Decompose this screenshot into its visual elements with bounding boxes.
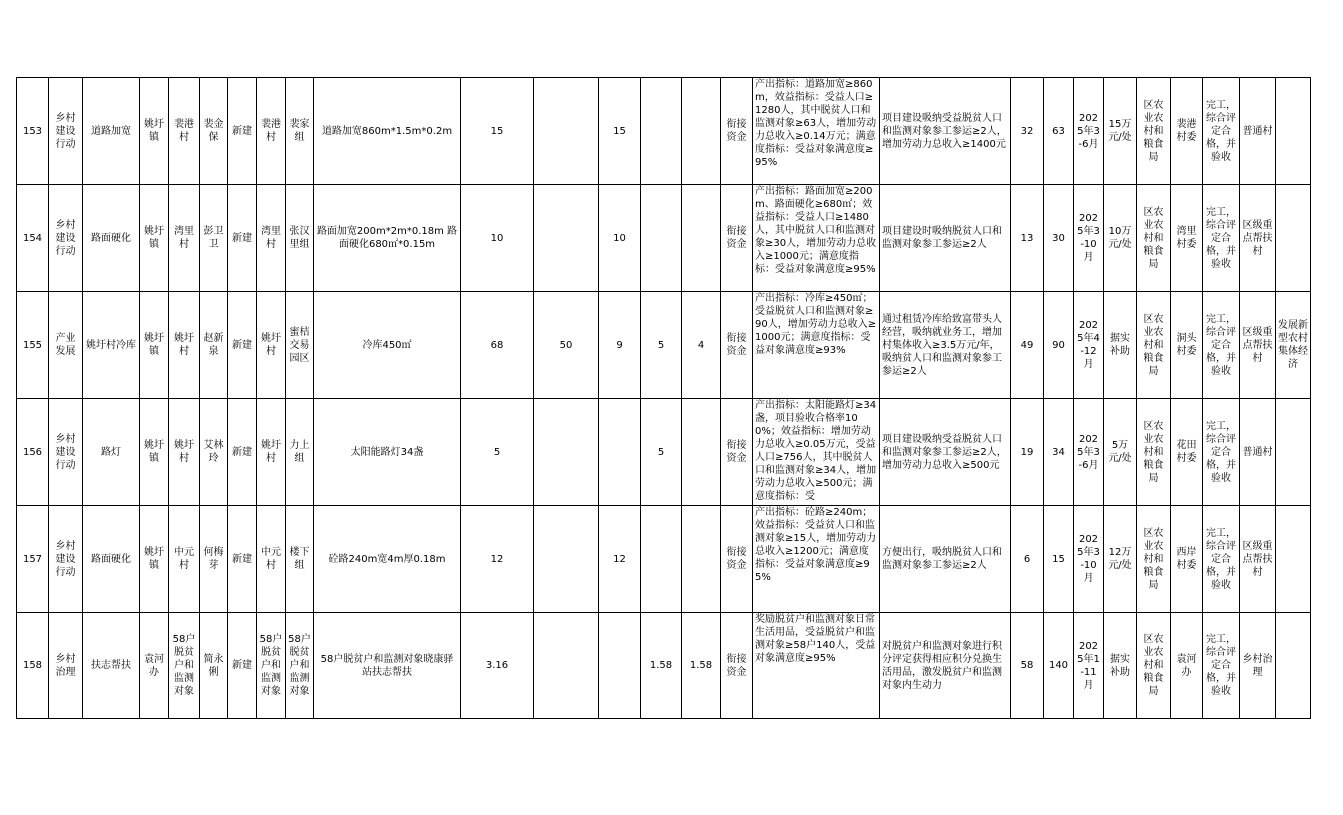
- cell-standard: 15万元/处: [1104, 78, 1137, 185]
- cell-content: 道路加宽860m*1.5m*0.2m: [314, 78, 461, 185]
- cell-total: 10: [461, 185, 534, 292]
- cell-type: 新建: [228, 185, 257, 292]
- cell-c3: [641, 78, 682, 185]
- cell-c1: [534, 613, 599, 719]
- cell-level: 乡村治理: [1240, 613, 1276, 719]
- cell-c2: 12: [599, 506, 641, 613]
- cell-standard: 10万元/处: [1104, 185, 1137, 292]
- cell-site-village: 裴港村: [257, 78, 286, 185]
- cell-impl: 洞头村委: [1171, 292, 1203, 399]
- cell-standard: 据实补助: [1104, 613, 1137, 719]
- cell-type: 新建: [228, 506, 257, 613]
- cell-indicators: 产出指标：道路加宽≥860m，效益指标：受益人口≥1280人，其中脱贫人口和监测对象≥63人，增加劳动力总收入≥0.14万元；满意度指标：受益对象满意度≥95%: [753, 78, 880, 185]
- cell-n2: 90: [1044, 292, 1074, 399]
- cell-period: 2025年1-11月: [1074, 613, 1104, 719]
- cell-dept: 区农业农村和粮食局: [1137, 292, 1171, 399]
- cell-standard: 据实补助: [1104, 292, 1137, 399]
- cell-site-group: 力上组: [286, 399, 314, 506]
- cell-n2: 34: [1044, 399, 1074, 506]
- cell-level: 普通村: [1240, 78, 1276, 185]
- cell-person: 彭卫卫: [200, 185, 228, 292]
- cell-fund: 衔接资金: [721, 506, 753, 613]
- cell-impl: 裴港村委: [1171, 78, 1203, 185]
- cell-n1: 6: [1011, 506, 1044, 613]
- cell-c3: 5: [641, 292, 682, 399]
- cell-n1: 58: [1011, 613, 1044, 719]
- cell-village: 中元村: [169, 506, 200, 613]
- cell-impl: 花田村委: [1171, 399, 1203, 506]
- cell-site-village: 湾里村: [257, 185, 286, 292]
- cell-c2: [599, 613, 641, 719]
- cell-project: 姚圩村冷库: [83, 292, 140, 399]
- cell-c2: [599, 399, 641, 506]
- cell-content: 砼路240m宽4m厚0.18m: [314, 506, 461, 613]
- cell-dept: 区农业农村和粮食局: [1137, 613, 1171, 719]
- cell-content: 太阳能路灯34盏: [314, 399, 461, 506]
- cell-person: 赵新泉: [200, 292, 228, 399]
- cell-type: 新建: [228, 399, 257, 506]
- cell-town: 袁河办: [140, 613, 169, 719]
- cell-no: 156: [17, 399, 49, 506]
- cell-fund: 衔接资金: [721, 185, 753, 292]
- cell-indicators: 产出指标：太阳能路灯≥34盏，项目验收合格率100%；效益指标：增加劳动力总收入≥0.05万元，受益人口≥756人，其中脱贫人口和监测对象≥34人，增加劳动力总收入≥500元；满意度指标：受: [753, 399, 880, 506]
- cell-impl: 湾里村委: [1171, 185, 1203, 292]
- cell-indicators: 奖励脱贫户和监测对象日常生活用品，受益脱贫户和监测对象≥58户140人，受益对象满意度≥95%: [753, 613, 880, 719]
- cell-remark: [1276, 185, 1311, 292]
- table-row: [17, 613, 1311, 719]
- cell-c4: [682, 399, 721, 506]
- cell-benefit: 项目建设时吸纳脱贫人口和监测对象参工参运≥2人: [880, 185, 1011, 292]
- cell-category: 乡村建设行动: [49, 185, 83, 292]
- cell-project: 道路加宽: [83, 78, 140, 185]
- cell-total: 15: [461, 78, 534, 185]
- cell-c3: 1.58: [641, 613, 682, 719]
- cell-fund: 衔接资金: [721, 399, 753, 506]
- cell-site-group: 58户脱贫户和监测对象: [286, 613, 314, 719]
- cell-c4: [682, 506, 721, 613]
- cell-content: 58户脱贫户和监测对象晓康驿站扶志帮扶: [314, 613, 461, 719]
- cell-dept: 区农业农村和粮食局: [1137, 399, 1171, 506]
- cell-c4: 4: [682, 292, 721, 399]
- cell-dept: 区农业农村和粮食局: [1137, 506, 1171, 613]
- cell-no: 153: [17, 78, 49, 185]
- cell-category: 乡村建设行动: [49, 78, 83, 185]
- cell-impl: 袁河办: [1171, 613, 1203, 719]
- cell-benefit: 方便出行，吸纳脱贫人口和监测对象参工参运≥2人: [880, 506, 1011, 613]
- cell-n2: 140: [1044, 613, 1074, 719]
- cell-fund: 衔接资金: [721, 613, 753, 719]
- cell-project: 路面硬化: [83, 185, 140, 292]
- cell-type: 新建: [228, 613, 257, 719]
- cell-category: 乡村建设行动: [49, 399, 83, 506]
- cell-c3: 5: [641, 399, 682, 506]
- cell-remark: 发展新型农村集体经济: [1276, 292, 1311, 399]
- cell-level: 区级重点帮扶村: [1240, 506, 1276, 613]
- cell-person: 裴金保: [200, 78, 228, 185]
- cell-site-village: 58户脱贫户和监测对象: [257, 613, 286, 719]
- cell-site-group: 蜜桔交易园区: [286, 292, 314, 399]
- cell-site-group: 裴家组: [286, 78, 314, 185]
- cell-indicators: 产出指标：路面加宽≥200m、路面硬化≥680㎡；效益指标：受益人口≥1480人，其中脱贫人口和监测对象≥30人，增加劳动力总收入≥1000元；满意度指标：受益对象满意度≥95%: [753, 185, 880, 292]
- project-table: [16, 77, 1311, 719]
- cell-town: 姚圩镇: [140, 399, 169, 506]
- cell-benefit: 通过租赁冷库给致富带头人经营，吸纳就业务工，增加村集体收入≥3.5万元/年，吸纳贫人口和监测对象参工参运≥2人: [880, 292, 1011, 399]
- cell-village: 58户脱贫户和监测对象: [169, 613, 200, 719]
- cell-benefit: 项目建设吸纳受益脱贫人口和监测对象参工参运≥2人，增加劳动力总收入≥1400元: [880, 78, 1011, 185]
- cell-c2: 15: [599, 78, 641, 185]
- cell-remark: [1276, 78, 1311, 185]
- cell-category: 产业发展: [49, 292, 83, 399]
- cell-acceptance: 完工，综合评定合格，并验收: [1203, 185, 1240, 292]
- table-row: [17, 399, 1311, 506]
- cell-person: 简永俐: [200, 613, 228, 719]
- cell-town: 姚圩镇: [140, 78, 169, 185]
- cell-person: 艾林玲: [200, 399, 228, 506]
- cell-no: 154: [17, 185, 49, 292]
- cell-remark: [1276, 613, 1311, 719]
- table-row: [17, 185, 1311, 292]
- table-row: [17, 292, 1311, 399]
- cell-standard: 5万元/处: [1104, 399, 1137, 506]
- cell-c2: 10: [599, 185, 641, 292]
- cell-total: 12: [461, 506, 534, 613]
- table-body: [17, 78, 1311, 719]
- cell-c3: [641, 185, 682, 292]
- cell-benefit: 项目建设吸纳受益脱贫人口和监测对象参工参运≥2人，增加劳动力总收入≥500元: [880, 399, 1011, 506]
- cell-c4: [682, 185, 721, 292]
- cell-n1: 13: [1011, 185, 1044, 292]
- cell-site-village: 姚圩村: [257, 399, 286, 506]
- cell-town: 姚圩镇: [140, 292, 169, 399]
- cell-content: 路面加宽200m*2m*0.18m 路面硬化680㎡*0.15m: [314, 185, 461, 292]
- cell-period: 2025年3-10月: [1074, 506, 1104, 613]
- cell-acceptance: 完工，综合评定合格，并验收: [1203, 399, 1240, 506]
- cell-c1: [534, 506, 599, 613]
- cell-n1: 49: [1011, 292, 1044, 399]
- cell-level: 普通村: [1240, 399, 1276, 506]
- cell-level: 区级重点帮扶村: [1240, 185, 1276, 292]
- cell-project: 路面硬化: [83, 506, 140, 613]
- cell-remark: [1276, 506, 1311, 613]
- cell-indicators: 产出指标：砼路≥240m；效益指标：受益贫人口和监测对象≥15人，增加劳动力总收入≥1200元；满意度指标：受益对象满意度≥95%: [753, 506, 880, 613]
- cell-village: 姚圩村: [169, 399, 200, 506]
- cell-site-village: 姚圩村: [257, 292, 286, 399]
- cell-town: 姚圩镇: [140, 185, 169, 292]
- cell-total: 68: [461, 292, 534, 399]
- cell-dept: 区农业农村和粮食局: [1137, 185, 1171, 292]
- cell-project: 扶志帮扶: [83, 613, 140, 719]
- cell-category: 乡村治理: [49, 613, 83, 719]
- cell-type: 新建: [228, 78, 257, 185]
- cell-no: 158: [17, 613, 49, 719]
- cell-level: 区级重点帮扶村: [1240, 292, 1276, 399]
- cell-town: 姚圩镇: [140, 506, 169, 613]
- cell-total: 3.16: [461, 613, 534, 719]
- cell-dept: 区农业农村和粮食局: [1137, 78, 1171, 185]
- cell-total: 5: [461, 399, 534, 506]
- cell-project: 路灯: [83, 399, 140, 506]
- table-row: [17, 78, 1311, 185]
- cell-benefit: 对脱贫户和监测对象进行积分评定获得相应积分兑换生活用品，激发脱贫户和监测对象内生动力: [880, 613, 1011, 719]
- cell-site-group: 楼下组: [286, 506, 314, 613]
- cell-content: 冷库450㎡: [314, 292, 461, 399]
- cell-c1: 50: [534, 292, 599, 399]
- cell-no: 155: [17, 292, 49, 399]
- cell-n2: 63: [1044, 78, 1074, 185]
- cell-period: 2025年3-10月: [1074, 185, 1104, 292]
- cell-period: 2025年3-6月: [1074, 78, 1104, 185]
- cell-type: 新建: [228, 292, 257, 399]
- cell-acceptance: 完工，综合评定合格，并验收: [1203, 292, 1240, 399]
- cell-category: 乡村建设行动: [49, 506, 83, 613]
- cell-c4: 1.58: [682, 613, 721, 719]
- cell-period: 2025年3-6月: [1074, 399, 1104, 506]
- cell-standard: 12万元/处: [1104, 506, 1137, 613]
- cell-acceptance: 完工，综合评定合格，并验收: [1203, 78, 1240, 185]
- cell-village: 湾里村: [169, 185, 200, 292]
- cell-fund: 衔接资金: [721, 78, 753, 185]
- cell-period: 2025年4-12月: [1074, 292, 1104, 399]
- cell-c4: [682, 78, 721, 185]
- cell-no: 157: [17, 506, 49, 613]
- cell-c3: [641, 506, 682, 613]
- table-row: [17, 506, 1311, 613]
- cell-impl: 西岸村委: [1171, 506, 1203, 613]
- cell-fund: 衔接资金: [721, 292, 753, 399]
- cell-c1: [534, 399, 599, 506]
- cell-remark: [1276, 399, 1311, 506]
- cell-n2: 15: [1044, 506, 1074, 613]
- cell-site-village: 中元村: [257, 506, 286, 613]
- cell-c2: 9: [599, 292, 641, 399]
- cell-c1: [534, 78, 599, 185]
- cell-village: 姚圩村: [169, 292, 200, 399]
- cell-acceptance: 完工，综合评定合格，并验收: [1203, 613, 1240, 719]
- cell-n1: 32: [1011, 78, 1044, 185]
- cell-site-group: 张汉里组: [286, 185, 314, 292]
- cell-n1: 19: [1011, 399, 1044, 506]
- cell-n2: 30: [1044, 185, 1074, 292]
- cell-person: 何梅芽: [200, 506, 228, 613]
- cell-village: 裴港村: [169, 78, 200, 185]
- cell-acceptance: 完工，综合评定合格，并验收: [1203, 506, 1240, 613]
- cell-indicators: 产出指标：冷库≥450㎡；受益脱贫人口和监测对象≥90人，增加劳动力总收入≥1000元；满意度指标：受益对象满意度≥93%: [753, 292, 880, 399]
- cell-c1: [534, 185, 599, 292]
